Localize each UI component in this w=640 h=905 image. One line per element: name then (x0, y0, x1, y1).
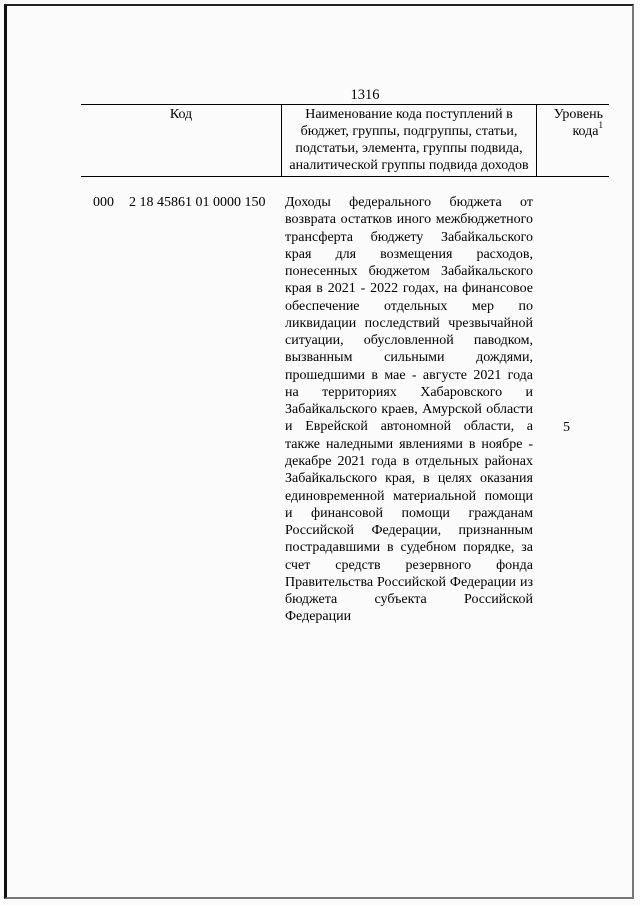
table-header-row (81, 105, 609, 177)
footnote-marker: 1 (598, 120, 603, 131)
table-header (81, 104, 609, 177)
row-revenue-code: 2 18 45861 01 0000 150 (129, 195, 266, 210)
header-name-label: Наименование кода поступлений в бюджет, группы, подгруппы, статьи, подстатьи, элемента, группы подвида, аналитической группы подвида доходов (289, 107, 529, 173)
header-name-cell (282, 105, 537, 177)
header-level-cell (537, 105, 610, 177)
header-code-label: Код (169, 107, 193, 122)
header-code-cell (81, 105, 282, 177)
row-description: Доходы федерального бюджета от возврата остатков иного межбюджетного трансферта бюджету Забайкальского края для возмещения расходов, понесенных бюджетом Забайкальского края в 2021 - 2022 годах, на финансовое обеспечение отдельных мер по ликвидации последствий чрезвычайной ситуации, обусловленной паводком, вызванным сильными дождями, прошедшими в мае - августе 2021 года на территориях Хабаровского и Забайкальского краев, Амурской области и Еврейской автономной области, а также наледными явлениями в ноябре - декабре 2021 года в отдельных районах Забайкальского края, в целях оказания единовременной материальной помощи и финансовой помощи гражданам Российской Федерации, признанным пострадавшими в судебном порядке, за счет средств резервного фонда Правительства Российской Федерации из бюджета субъекта Российской Федерации (285, 195, 533, 625)
row-admin-code: 000 (93, 195, 114, 210)
row-level: 5 (563, 420, 570, 435)
header-level-label: Уровень кода (553, 107, 603, 139)
page-number: 1316 (350, 87, 380, 103)
